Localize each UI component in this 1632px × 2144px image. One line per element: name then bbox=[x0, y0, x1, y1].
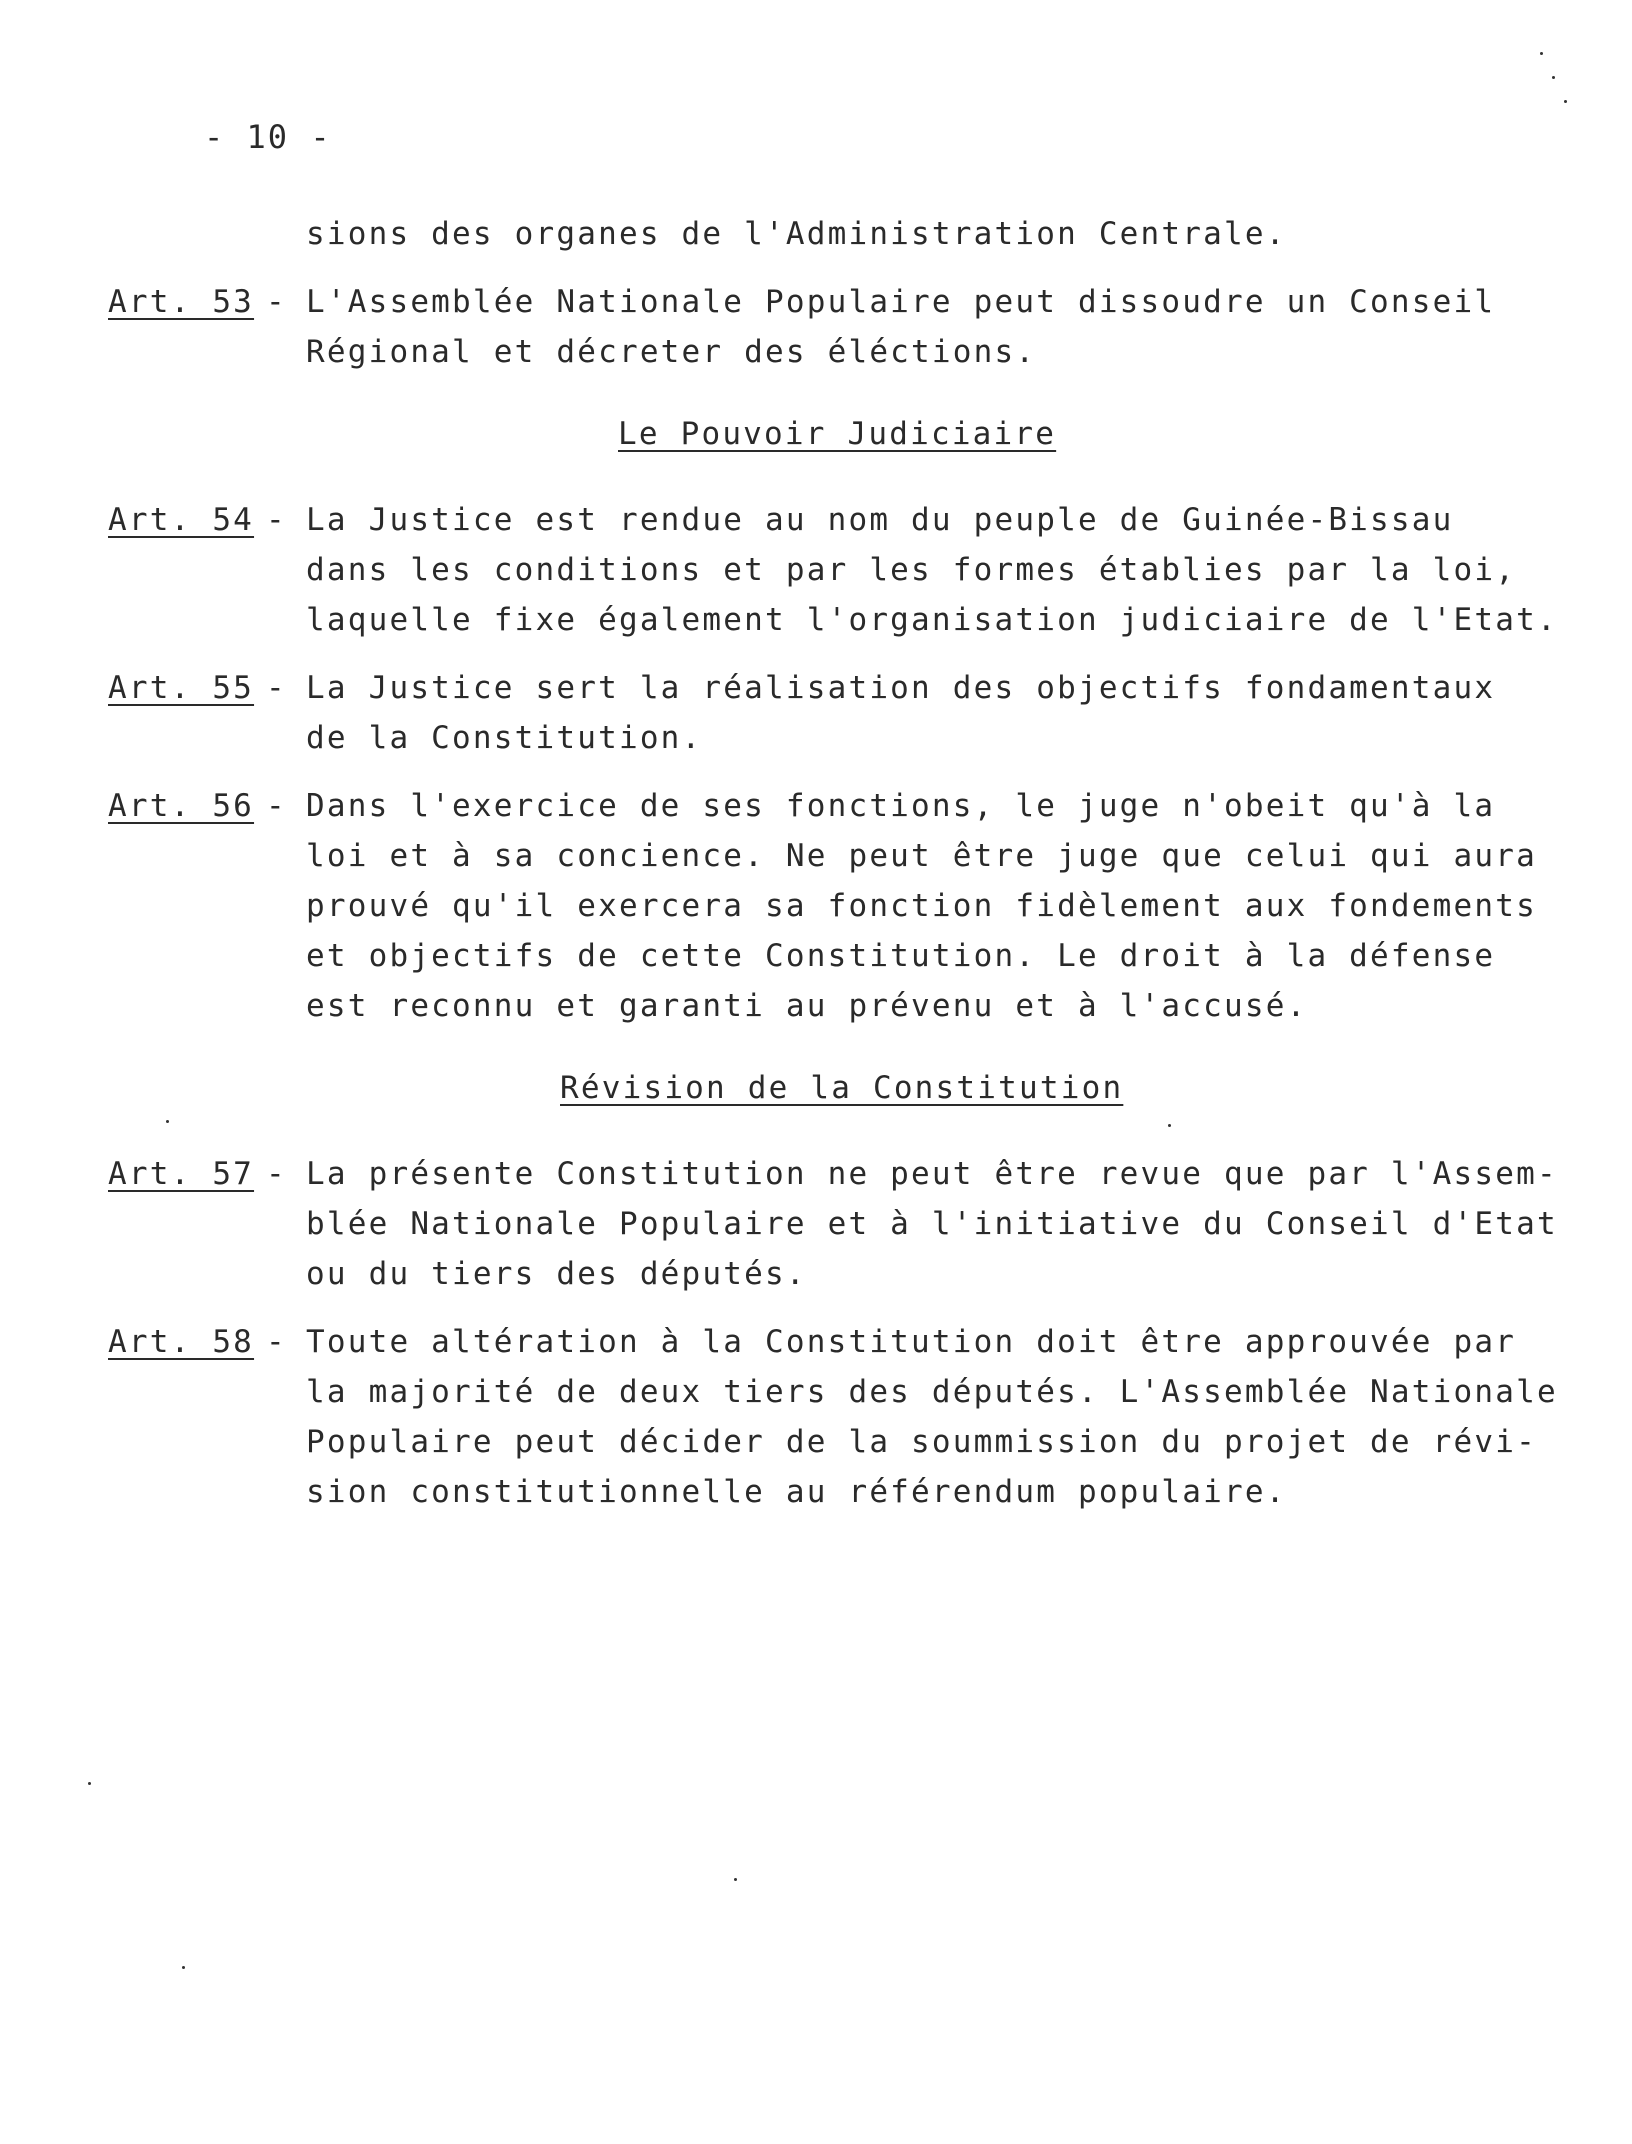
section-heading-revision: Révision de la Constitution bbox=[560, 1070, 1124, 1106]
scan-speck bbox=[734, 1878, 737, 1881]
article-line: sion constitutionnelle au référendum populaire. bbox=[306, 1474, 1287, 1510]
article-label: Art. 55 bbox=[108, 670, 255, 706]
article-line: ou du tiers des députés. bbox=[306, 1256, 807, 1292]
article-line: prouvé qu'il exercera sa fonction fidèlement aux fondements bbox=[306, 888, 1537, 924]
article-label: Art. 58 bbox=[108, 1324, 255, 1360]
article-label: Art. 57 bbox=[108, 1156, 255, 1192]
article-line: loi et à sa concience. Ne peut être juge que celui qui aura bbox=[306, 838, 1537, 874]
scan-speck bbox=[88, 1782, 91, 1785]
article-line: La Justice est rendue au nom du peuple de Guinée-Bissau bbox=[306, 502, 1454, 538]
article-line: de la Constitution. bbox=[306, 720, 703, 756]
page-number: - 10 - bbox=[204, 118, 332, 156]
article-line: Toute altération à la Constitution doit être approuvée par bbox=[306, 1324, 1517, 1360]
scan-speck bbox=[1552, 76, 1555, 79]
scan-speck bbox=[1168, 1124, 1171, 1127]
article-label: Art. 54 bbox=[108, 502, 255, 538]
article-line: Populaire peut décider de la soummission du projet de révi- bbox=[306, 1424, 1537, 1460]
article-dash: - bbox=[266, 284, 285, 320]
article-line: dans les conditions et par les formes établies par la loi, bbox=[306, 552, 1517, 588]
article-line: Régional et décreter des éléctions. bbox=[306, 334, 1037, 370]
article-dash: - bbox=[266, 1324, 285, 1360]
article-line: est reconnu et garanti au prévenu et à l'accusé. bbox=[306, 988, 1308, 1024]
article-dash: - bbox=[266, 1156, 285, 1192]
article-line: Dans l'exercice de ses fonctions, le juge n'obeit qu'à la bbox=[306, 788, 1496, 824]
article-line: la majorité de deux tiers des députés. L'Assemblée Nationale bbox=[306, 1374, 1558, 1410]
article-line: blée Nationale Populaire et à l'initiative du Conseil d'Etat bbox=[306, 1206, 1558, 1242]
section-heading-judiciary: Le Pouvoir Judiciaire bbox=[618, 416, 1057, 452]
scan-speck bbox=[166, 1120, 169, 1123]
article-line: La Justice sert la réalisation des objectifs fondamentaux bbox=[306, 670, 1496, 706]
intro-line: sions des organes de l'Administration Centrale. bbox=[306, 216, 1287, 252]
article-label: Art. 53 bbox=[108, 284, 255, 320]
scan-speck bbox=[182, 1966, 185, 1969]
article-dash: - bbox=[266, 502, 285, 538]
article-label: Art. 56 bbox=[108, 788, 255, 824]
article-line: L'Assemblée Nationale Populaire peut dissoudre un Conseil bbox=[306, 284, 1496, 320]
scan-speck bbox=[1564, 100, 1567, 103]
article-line: La présente Constitution ne peut être revue que par l'Assem- bbox=[306, 1156, 1558, 1192]
article-line: et objectifs de cette Constitution. Le droit à la défense bbox=[306, 938, 1496, 974]
article-dash: - bbox=[266, 670, 285, 706]
scan-speck bbox=[1540, 52, 1543, 55]
article-dash: - bbox=[266, 788, 285, 824]
article-line: laquelle fixe également l'organisation judiciaire de l'Etat. bbox=[306, 602, 1558, 638]
